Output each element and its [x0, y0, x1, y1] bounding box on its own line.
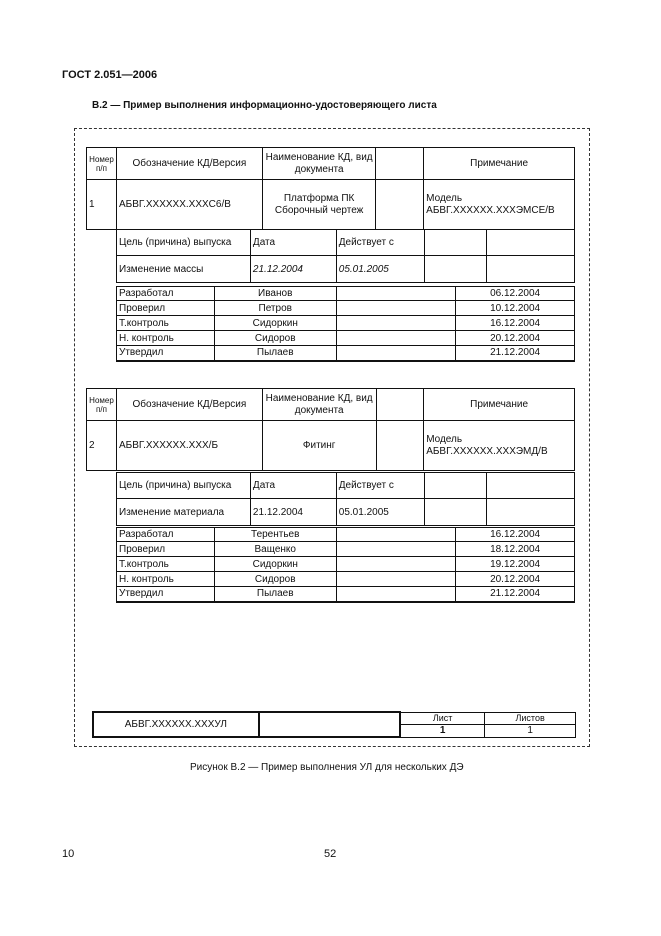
- block-2-release-table: [116, 472, 575, 526]
- signature-row: [117, 528, 575, 542]
- empty-cell: [376, 148, 424, 180]
- row-note: Модель АБВГ.XXXXXX.XXXЭМД/В: [424, 421, 575, 471]
- name-header: Наименование КД, вид документа: [262, 389, 376, 421]
- date-label: Дата: [250, 230, 336, 256]
- row-name: Фитинг: [262, 421, 376, 471]
- empty-cell: [259, 712, 400, 737]
- empty-cell: [336, 346, 456, 361]
- empty-cell: [376, 421, 424, 471]
- sign-name: Пылаев: [214, 346, 336, 361]
- sign-date: 16.12.2004: [456, 528, 575, 542]
- purpose-label: Цель (причина) выпуска: [117, 473, 251, 499]
- section-title: В.2 — Пример выполнения информационно-удостоверяющего листа: [92, 100, 437, 111]
- effective-value: 05.01.2005: [336, 256, 424, 283]
- sign-date: 20.12.2004: [456, 331, 575, 346]
- block-2-main-table: [86, 388, 575, 471]
- empty-cell: [336, 316, 456, 331]
- sign-role: Разработал: [117, 287, 215, 301]
- num-header: Номер п/п: [87, 148, 117, 180]
- sheet-label: Лист: [400, 712, 485, 724]
- purpose-value: Изменение материала: [117, 499, 251, 526]
- row-designation: АБВГ.XXXXXX.XXXС6/В: [116, 180, 262, 230]
- empty-cell: [336, 572, 456, 587]
- signature-row: [117, 542, 575, 557]
- sign-role: Утвердил: [117, 346, 215, 361]
- empty-cell: [336, 528, 456, 542]
- designation-header: Обозначение КД/Версия: [116, 148, 262, 180]
- page-number-center: 52: [324, 848, 337, 860]
- sign-role: Утвердил: [117, 587, 215, 602]
- footer-designation: АБВГ.XXXXXX.XXXУЛ: [93, 712, 259, 737]
- figure-caption: Рисунок В.2 — Пример выполнения УЛ для нескольких ДЭ: [190, 762, 464, 773]
- empty-cell: [336, 301, 456, 316]
- sign-name: Терентьев: [214, 528, 336, 542]
- sign-role: Т.контроль: [117, 316, 215, 331]
- signature-row: [117, 331, 575, 346]
- signature-row: [117, 557, 575, 572]
- sign-date: 06.12.2004: [456, 287, 575, 301]
- empty-cell: [487, 256, 575, 283]
- name-header: Наименование КД, вид документа: [262, 148, 376, 180]
- empty-cell: [424, 499, 487, 526]
- signature-row: [117, 346, 575, 361]
- date-label: Дата: [250, 473, 336, 499]
- sign-name: Ващенко: [214, 542, 336, 557]
- empty-cell: [424, 230, 487, 256]
- sign-role: Разработал: [117, 528, 215, 542]
- row-number: 1: [87, 180, 117, 230]
- row-number: 2: [87, 421, 117, 471]
- note-header: Примечание: [424, 148, 575, 180]
- sign-name: Сидоров: [214, 572, 336, 587]
- designation-header: Обозначение КД/Версия: [116, 389, 262, 421]
- effective-label: Действует с: [336, 473, 424, 499]
- signature-row: [117, 287, 575, 301]
- signature-row: [117, 316, 575, 331]
- row-designation: АБВГ.XXXXXX.XXX/Б: [116, 421, 262, 471]
- sign-role: Проверил: [117, 301, 215, 316]
- empty-cell: [487, 473, 575, 499]
- sign-date: 18.12.2004: [456, 542, 575, 557]
- row-note: Модель АБВГ.XXXXXX.XXXЭМСЕ/В: [424, 180, 575, 230]
- block-2-signatures: [116, 527, 575, 603]
- block-1-signatures: [116, 286, 575, 362]
- sign-role: Проверил: [117, 542, 215, 557]
- signature-row: [117, 572, 575, 587]
- sign-date: 21.12.2004: [456, 587, 575, 602]
- sign-name: Пылаев: [214, 587, 336, 602]
- block-1-main-table: [86, 147, 575, 230]
- sheet-number: 1: [400, 724, 485, 737]
- signature-row: [117, 587, 575, 602]
- empty-cell: [424, 256, 487, 283]
- sign-role: Н. контроль: [117, 331, 215, 346]
- sign-role: Т.контроль: [117, 557, 215, 572]
- empty-cell: [336, 542, 456, 557]
- empty-cell: [376, 180, 424, 230]
- num-header: Номер п/п: [87, 389, 117, 421]
- signature-row: [117, 301, 575, 316]
- date-value: 21.12.2004: [250, 256, 336, 283]
- footer-title-block: [92, 711, 576, 738]
- sign-name: Сидоров: [214, 331, 336, 346]
- empty-cell: [336, 287, 456, 301]
- sheets-label: Листов: [485, 712, 576, 724]
- purpose-label: Цель (причина) выпуска: [117, 230, 251, 256]
- block-1-release-table: [116, 229, 575, 283]
- sign-date: 20.12.2004: [456, 572, 575, 587]
- sheets-count: 1: [485, 724, 576, 737]
- sign-name: Сидоркин: [214, 557, 336, 572]
- empty-cell: [487, 230, 575, 256]
- effective-label: Действует с: [336, 230, 424, 256]
- empty-cell: [336, 331, 456, 346]
- standard-code: ГОСТ 2.051—2006: [62, 69, 158, 81]
- sign-date: 10.12.2004: [456, 301, 575, 316]
- row-name: Платформа ПК Сборочный чертеж: [262, 180, 376, 230]
- note-header: Примечание: [424, 389, 575, 421]
- sign-date: 16.12.2004: [456, 316, 575, 331]
- purpose-value: Изменение массы: [117, 256, 251, 283]
- page-number-left: 10: [62, 848, 75, 860]
- sign-role: Н. контроль: [117, 572, 215, 587]
- empty-cell: [424, 473, 487, 499]
- empty-cell: [336, 587, 456, 602]
- date-value: 21.12.2004: [250, 499, 336, 526]
- empty-cell: [376, 389, 424, 421]
- empty-cell: [487, 499, 575, 526]
- sign-name: Сидоркин: [214, 316, 336, 331]
- sign-date: 19.12.2004: [456, 557, 575, 572]
- empty-cell: [336, 557, 456, 572]
- sign-date: 21.12.2004: [456, 346, 575, 361]
- sign-name: Иванов: [214, 287, 336, 301]
- effective-value: 05.01.2005: [336, 499, 424, 526]
- sign-name: Петров: [214, 301, 336, 316]
